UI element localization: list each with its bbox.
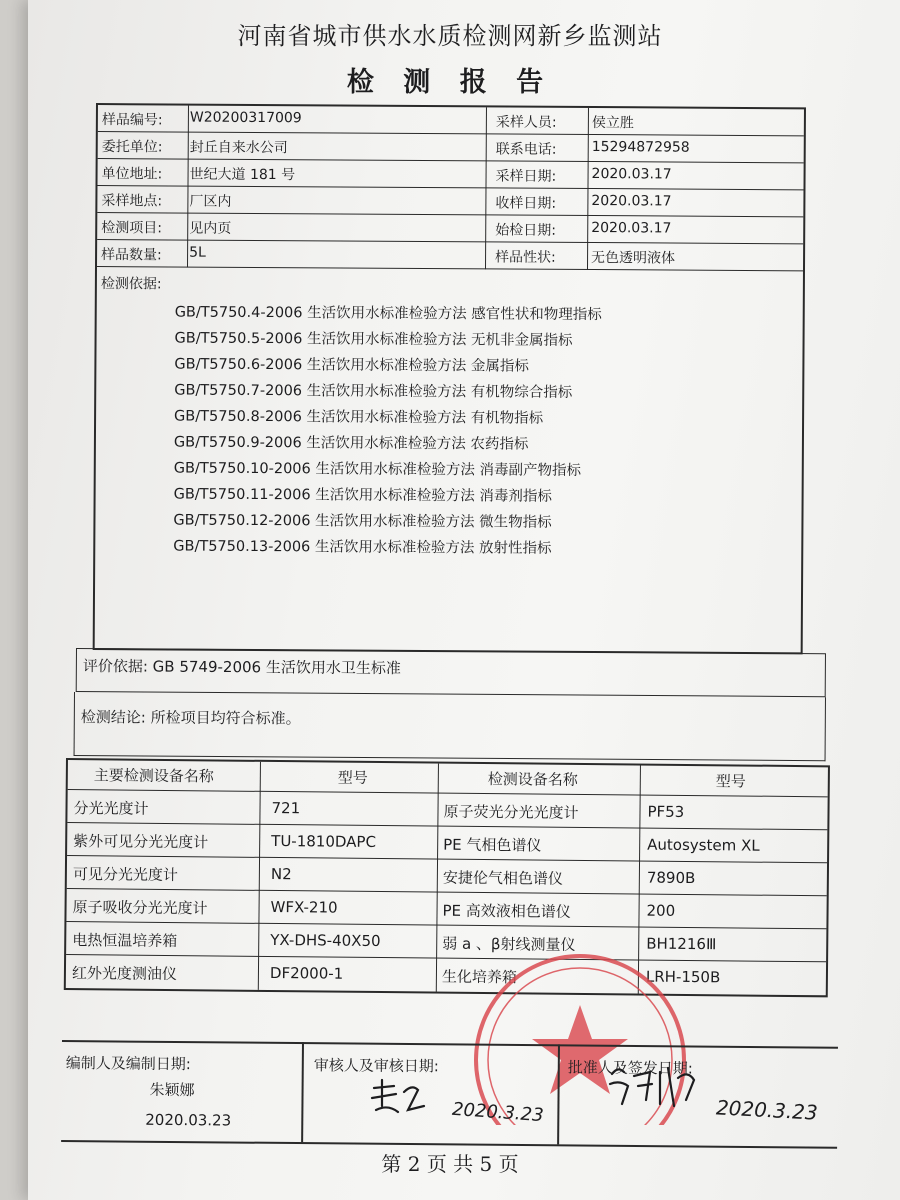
table-row [66,955,826,995]
qty-label: 样品数量: [101,247,162,264]
evaluation-text: 评价依据: GB 5749-2006 生活饮用水卫生标准 [82,657,401,678]
table-cell: Autosystem XL [647,835,760,855]
sample-date-label: 采样日期: [495,168,557,185]
approver-label: 批准人及签发日期: [567,1058,693,1078]
table-cell: 安捷伦气相色谱仪 [442,868,563,888]
conclusion-box [74,692,826,761]
address-value: 世纪大道 181 号 [189,166,296,184]
table-cell: YX-DHS-40X50 [270,930,381,951]
test-date-value: 2020.03.17 [591,220,672,237]
address-label: 单位地址: [101,166,163,183]
standard-item: GB/T5750.7-2006 生活饮用水标准检验方法 有机物综合指标 [174,382,573,401]
table-cell: PF53 [647,802,685,821]
table-cell: 可见分光光度计 [72,865,178,885]
standard-item: GB/T5750.10-2006 生活饮用水标准检验方法 消毒副产物指标 [173,460,582,479]
phone-label: 联系电话: [495,141,557,158]
conclusion-text: 检测结论: 所检项目均符合标准。 [80,708,301,728]
table-cell: 原子荧光分光光度计 [443,802,579,822]
standard-item: GB/T5750.12-2006 生活饮用水标准检验方法 微生物指标 [173,512,552,531]
nature-label: 样品性状: [495,249,556,266]
info-row [98,105,804,136]
info-row [98,132,804,163]
info-row [97,159,803,190]
basis-label: 检测依据: [100,276,162,293]
equipment-table [64,758,830,997]
table-cell: PE 气相色谱仪 [443,835,542,855]
standard-item: GB/T5750.8-2006 生活饮用水标准检验方法 有机物指标 [174,408,544,427]
editor-name: 朱颖娜 [149,1080,195,1100]
standards-list [173,299,602,562]
table-cell: 原子吸收分光光度计 [72,898,208,918]
organization-title: 河南省城市供水水质检测网新乡监测站 [237,22,663,50]
approver-signature-icon [604,1060,700,1112]
receive-date-value: 2020.03.17 [591,193,672,210]
table-cell: 分光光度计 [73,799,149,818]
items-label: 检测项目: [101,220,163,237]
editor-date: 2020.03.23 [145,1110,232,1130]
approver-date: 2020.3.23 [715,1095,819,1125]
reviewer-signature-icon [368,1076,428,1120]
standard-item: GB/T5750.11-2006 生活饮用水标准检验方法 消毒剂指标 [173,486,552,505]
phone-value: 15294872958 [591,139,690,156]
client-label: 委托单位: [101,139,163,156]
table-cell: 弱 a 、β射线测量仪 [442,934,576,954]
standard-item: GB/T5750.5-2006 生活饮用水标准检验方法 无机非金属指标 [174,330,573,349]
qty-value: 5L [189,244,206,261]
table-cell: 电热恒温培养箱 [72,931,178,951]
reviewer-label: 审核人及审核日期: [313,1056,439,1076]
receive-date-label: 收样日期: [495,195,557,212]
column-header: 主要检测设备名称 [93,766,214,786]
sample-date-value: 2020.03.17 [591,166,672,183]
report-title: 检 测 报 告 [346,67,554,98]
sampler-value: 侯立胜 [591,115,634,132]
table-cell: 7890B [646,868,696,888]
table-cell: TU-1810DAPC [271,831,377,851]
info-row [97,186,803,217]
table-cell: 721 [271,798,301,818]
table-cell: DF2000-1 [269,963,344,983]
column-header: 型号 [337,768,368,787]
info-row [97,213,803,244]
site-value: 厂区内 [189,193,232,210]
table-cell: WFX-210 [270,897,338,917]
standard-item: GB/T5750.4-2006 生活饮用水标准检验方法 感官性状和物理指标 [174,304,602,324]
site-label: 采样地点: [101,193,163,210]
column-header: 检测设备名称 [487,770,578,789]
reviewer-date: 2020.3.23 [451,1098,545,1127]
sample-info-frame [93,103,806,654]
evaluation-basis [76,648,826,697]
table-cell: 紫外可见分光光度计 [73,832,209,852]
info-row [97,240,803,271]
standard-item: GB/T5750.13-2006 生活饮用水标准检验方法 放射性指标 [173,538,552,557]
divider [557,1044,559,1144]
items-value: 见内页 [189,220,232,237]
table-cell: BH1216Ⅲ [646,934,717,954]
sample-no-value: W20200317009 [189,109,302,127]
table-cell: PE 高效液相色谱仪 [442,901,571,921]
sample-no-label: 样品编号: [101,112,163,129]
standard-item: GB/T5750.9-2006 生活饮用水标准检验方法 农药指标 [173,434,529,453]
client-value: 封丘自来水公司 [189,139,288,157]
test-date-label: 始检日期: [495,222,556,239]
page-number: 第 2 页 共 5 页 [381,1152,519,1176]
table-cell: N2 [270,864,292,884]
nature-value: 无色透明液体 [591,250,676,267]
standard-item: GB/T5750.6-2006 生活饮用水标准检验方法 金属指标 [174,356,529,375]
table-cell: 200 [646,901,676,920]
divider [301,1042,303,1142]
sampler-label: 采样人员: [495,114,557,131]
table-cell: 生化培养箱 [441,967,518,987]
table-cell: LRH-150B [645,967,721,987]
table-cell: 红外光度测油仪 [71,964,178,984]
editor-label: 编制人及编制日期: [65,1054,191,1074]
column-header: 型号 [715,772,746,791]
